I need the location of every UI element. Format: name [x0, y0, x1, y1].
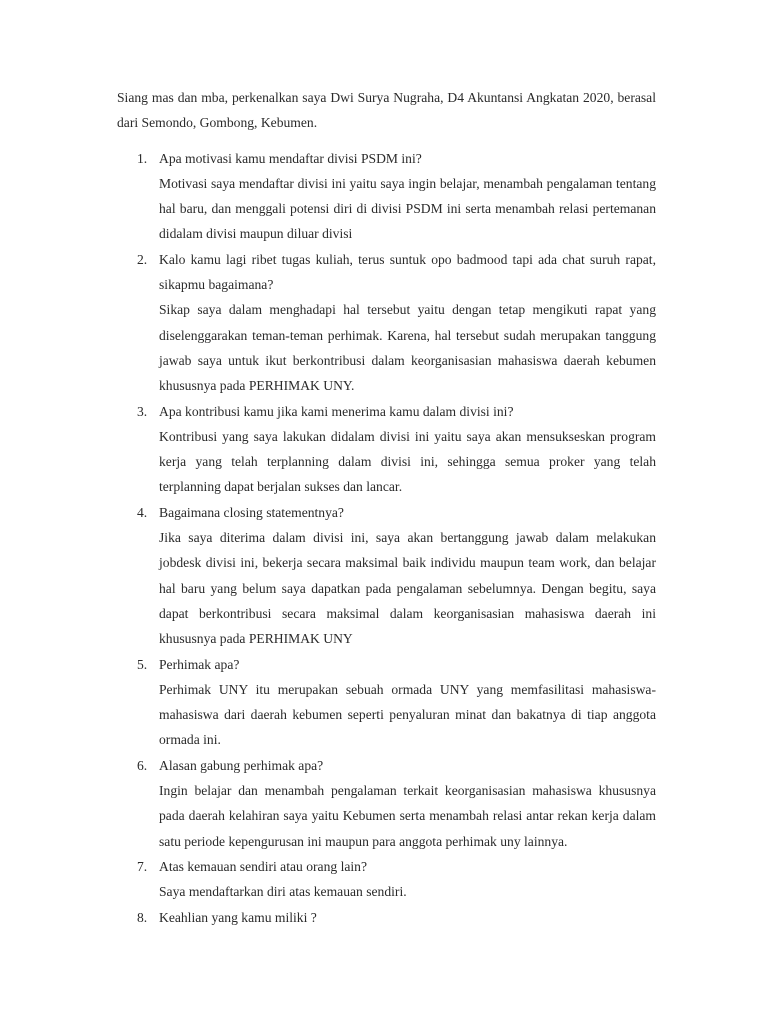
list-item	[117, 854, 656, 905]
question-text: Apa kontribusi kamu jika kami menerima kamu dalam divisi ini?	[159, 403, 514, 419]
item-number: 5.	[137, 656, 148, 672]
question-text: Keahlian yang kamu miliki ?	[159, 909, 317, 925]
question-list	[117, 146, 656, 930]
question-text: Alasan gabung perhimak apa?	[159, 757, 324, 773]
question-text: Kalo kamu lagi ribet tugas kuliah, terus suntuk opo badmood tapi ada chat suruh rapat, sikapmu bagaimana?	[159, 251, 656, 293]
intro-paragraph: Siang mas dan mba, perkenalkan saya Dwi Surya Nugraha, D4 Akuntansi Angkatan 2020, berasal dari Semondo, Gombong, Kebumen.	[117, 90, 656, 131]
item-number: 1.	[137, 150, 148, 166]
item-number: 2.	[137, 251, 148, 267]
item-number: 6.	[137, 757, 148, 773]
list-item	[117, 652, 656, 753]
item-number: 7.	[137, 858, 148, 874]
question-text: Perhimak apa?	[159, 656, 240, 672]
item-number: 8.	[137, 909, 148, 925]
question-text: Atas kemauan sendiri atau orang lain?	[159, 858, 367, 874]
list-item	[117, 399, 656, 500]
question-text: Bagaimana closing statementnya?	[159, 504, 344, 520]
list-item	[117, 753, 656, 854]
answer-text: Kontribusi yang saya lakukan didalam divisi ini yaitu saya akan mensukseskan program kerja yang telah terplanning dalam divisi ini, sehingga semua proker yang telah terplanning dapat berjalan sukses dan lancar.	[159, 428, 656, 495]
answer-text: Perhimak UNY itu merupakan sebuah ormada UNY yang memfasilitasi mahasiswa-mahasiswa dari daerah kebumen seperti penyaluran minat dan bakatnya di tiap anggota ormada ini.	[159, 681, 656, 748]
answer-text: Sikap saya dalam menghadapi hal tersebut yaitu dengan tetap mengikuti rapat yang diselenggarakan teman-teman perhimak. Karena, hal tersebut sudah merupakan tanggung jawab saya untuk ikut berkontribusi dalam keorganisasian mahasiswa daerah kebumen khususnya pada PERHIMAK UNY.	[159, 302, 656, 394]
answer-text: Motivasi saya mendaftar divisi ini yaitu saya ingin belajar, menambah pengalaman tentang hal baru, dan menggali potensi diri di divisi PSDM ini serta menambah relasi pertemanan didalam divisi maupun diluar divisi	[159, 175, 656, 242]
list-item	[117, 905, 656, 930]
item-number: 3.	[137, 403, 148, 419]
list-item	[117, 146, 656, 247]
answer-text: Ingin belajar dan menambah pengalaman terkait keorganisasian mahasiswa khususnya pada daerah kelahiran saya yaitu Kebumen serta menambah relasi antar rekan kerja dalam satu periode kepengurusan ini maupun para anggota perhimak uny lainnya.	[159, 783, 656, 849]
item-number: 4.	[137, 504, 148, 520]
list-item	[117, 247, 656, 399]
question-text: Apa motivasi kamu mendaftar divisi PSDM ini?	[159, 150, 422, 166]
answer-text: Jika saya diterima dalam divisi ini, saya akan bertanggung jawab dalam melakukan jobdesk divisi ini, bekerja secara maksimal baik individu maupun team work, dan belajar hal baru yang belum saya dapatkan pada pengalaman sebelumnya. Dengan begitu, saya dapat berkontribusi secara maksimal dalam keorganisasian mahasiswa daerah ini khususnya pada PERHIMAK UNY	[159, 530, 656, 647]
list-item	[117, 500, 656, 652]
answer-text: Saya mendaftarkan diri atas kemauan sendiri.	[159, 884, 407, 900]
